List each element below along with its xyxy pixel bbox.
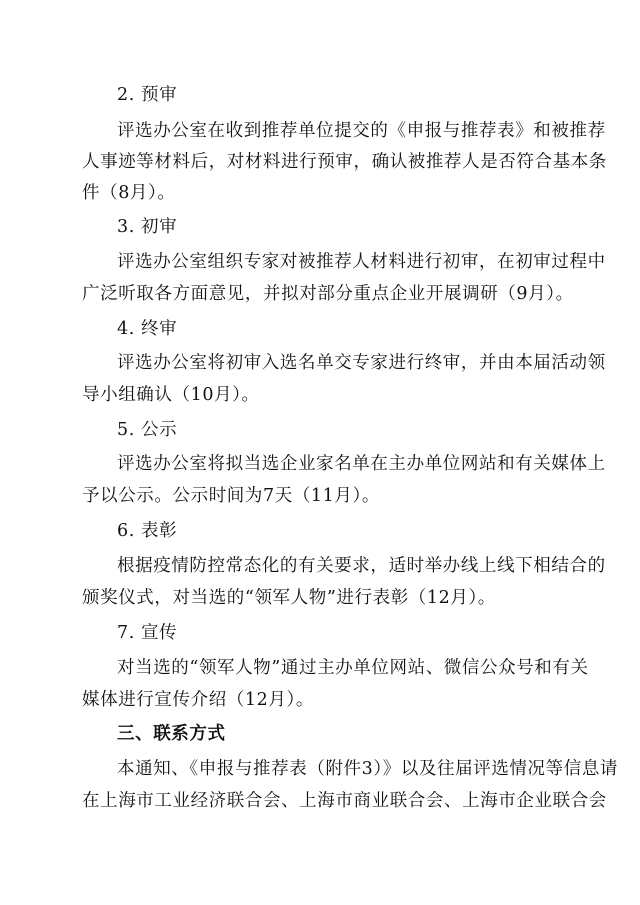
paragraph-line: 颁奖仪式，对当选的“领军人物”进行表彰（12月）。 xyxy=(82,588,496,608)
paragraph-line: 媒体进行宣传介绍（12月）。 xyxy=(82,690,314,710)
paragraph-line: 根据疫情防控常态化的有关要求，适时举办线上线下相结合的 xyxy=(117,556,606,576)
paragraph-line: 导小组确认（10月）。 xyxy=(82,385,260,405)
paragraph-line: 在上海市工业经济联合会、上海市商业联合会、上海市企业联合会 xyxy=(82,791,607,811)
paragraph-line: 评选办公室将拟当选企业家名单在主办单位网站和有关媒体上 xyxy=(117,454,606,474)
section-heading-public-notice: 5. 公示 xyxy=(117,420,178,440)
paragraph-line: 件（8月）。 xyxy=(82,183,176,203)
paragraph-line: 评选办公室将初审入选名单交专家进行终审，并由本届活动领 xyxy=(117,353,606,373)
paragraph-line: 对当选的“领军人物”通过主办单位网站、微信公众号和有关 xyxy=(117,658,589,678)
paragraph-line: 评选办公室在收到推荐单位提交的《申报与推荐表》和被推荐 xyxy=(117,121,606,141)
section-heading-final-review: 4. 终审 xyxy=(117,319,178,339)
section-heading-publicity: 7. 宣传 xyxy=(117,623,178,643)
section-heading-initial-review: 3. 初审 xyxy=(117,217,178,237)
paragraph-line: 人事迹等材料后，对材料进行预审，确认被推荐人是否符合基本条 xyxy=(82,152,607,172)
section-heading-pre-review: 2. 预审 xyxy=(117,85,178,105)
paragraph-line: 本通知、《申报与推荐表（附件3）》以及往届评选情况等信息请 xyxy=(117,759,619,779)
section-heading-contact: 三、联系方式 xyxy=(117,724,226,744)
section-heading-commendation: 6. 表彰 xyxy=(117,521,178,541)
paragraph-line: 广泛听取各方面意见，并拟对部分重点企业开展调研（9月）。 xyxy=(82,284,574,304)
paragraph-line: 评选办公室组织专家对被推荐人材料进行初审，在初审过程中 xyxy=(117,252,606,272)
paragraph-line: 予以公示。公示时间为7天（11月）。 xyxy=(82,486,380,506)
